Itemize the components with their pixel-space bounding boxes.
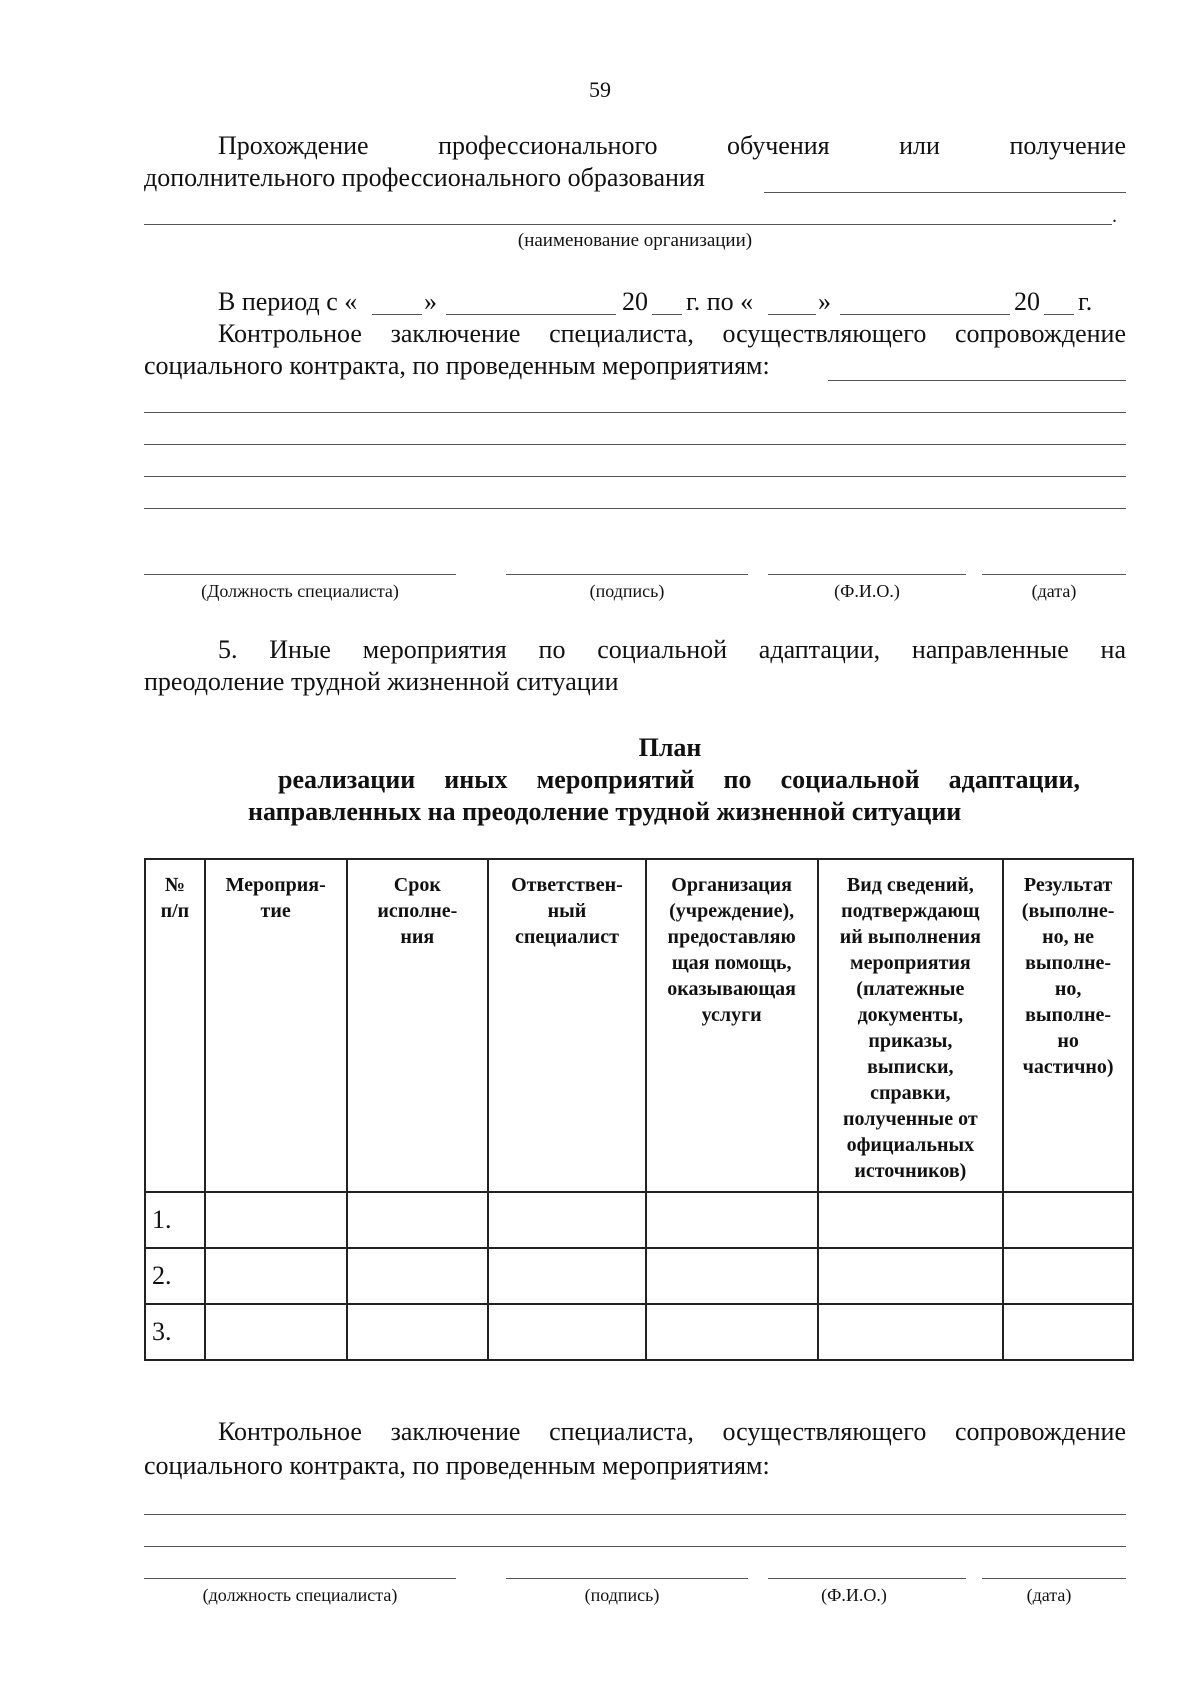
col-header-number: № п/п [145, 859, 205, 1192]
col-header-organization: Организация (учреждение), предоставляю щая помощь, оказывающая услуги [646, 859, 818, 1192]
table-cell[interactable] [1003, 1192, 1133, 1248]
row-number: 1. [145, 1192, 205, 1248]
table-cell[interactable] [488, 1192, 646, 1248]
signature-2-signature-caption: (подпись) [584, 1585, 660, 1605]
conclusion-1-line-1: Контрольное заключение специалиста, осуществляющего сопровождение [218, 319, 1126, 348]
conclusion-1-line[interactable] [144, 476, 1126, 477]
organization-blank[interactable] [764, 192, 1126, 193]
row-number: 2. [145, 1248, 205, 1304]
signature-2-signature-line[interactable] [506, 1578, 748, 1579]
period-year-to[interactable] [1044, 314, 1074, 315]
period-year-prefix: 20 [622, 287, 648, 316]
period-day-to[interactable] [768, 314, 816, 315]
signature-1-date-caption: (дата) [1031, 581, 1077, 601]
signature-1-signature-caption: (подпись) [589, 581, 665, 601]
conclusion-1-line[interactable] [144, 412, 1126, 413]
table-cell[interactable] [347, 1248, 489, 1304]
period-by: г. по « [686, 287, 754, 316]
table-cell[interactable] [488, 1248, 646, 1304]
page-number: 59 [589, 77, 611, 102]
row-number: 3. [145, 1304, 205, 1360]
table-header-row [145, 859, 1133, 1192]
period-quote: » [424, 287, 437, 316]
item-5-line-1: 5. Иные мероприятия по социальной адаптации, направленные на [218, 635, 1126, 664]
table-cell[interactable] [205, 1248, 347, 1304]
organization-caption: (наименование организации) [517, 230, 753, 251]
table-cell[interactable] [818, 1304, 1004, 1360]
table-cell[interactable] [205, 1192, 347, 1248]
col-header-result: Результат (выполне- но, не выполне- но, выполне- но частично) [1003, 859, 1133, 1192]
conclusion-2-line-2: социального контракта, по проведенным мероприятиям: [144, 1451, 770, 1480]
conclusion-1-line[interactable] [144, 444, 1126, 445]
period-quote-2: » [818, 287, 831, 316]
period-prefix: В период с « [218, 287, 358, 316]
period-end: г. [1078, 287, 1093, 316]
signature-1-name-caption: (Ф.И.О.) [834, 581, 900, 601]
signature-2-name-caption: (Ф.И.О.) [821, 1585, 887, 1605]
training-word: профессионального [438, 131, 658, 160]
signature-1-position-caption: (Должность специалиста) [201, 581, 399, 601]
table-cell[interactable] [646, 1304, 818, 1360]
plan-table [144, 858, 1134, 1361]
signature-2-date-caption: (дата) [1026, 1585, 1072, 1605]
col-header-activity: Мероприя- тие [205, 859, 347, 1192]
col-header-deadline: Срок исполне- ния [347, 859, 489, 1192]
table-cell[interactable] [818, 1248, 1004, 1304]
signature-2-position-caption: (должность специалиста) [202, 1585, 398, 1605]
period-month-from[interactable] [446, 314, 616, 315]
training-word: Прохождение [218, 131, 369, 160]
signature-2-name-line[interactable] [768, 1578, 966, 1579]
period-day-from[interactable] [372, 314, 422, 315]
table-cell[interactable] [1003, 1248, 1133, 1304]
conclusion-1-line[interactable] [144, 508, 1126, 509]
table-cell[interactable] [646, 1192, 818, 1248]
training-line-1 [218, 130, 1126, 162]
training-word: или [899, 131, 940, 160]
period-month-to[interactable] [840, 314, 1010, 315]
table-cell[interactable] [488, 1304, 646, 1360]
period-year-from[interactable] [652, 314, 682, 315]
table-row [145, 1192, 1133, 1248]
organization-blank-line[interactable] [144, 224, 1112, 225]
signature-1-signature-line[interactable] [506, 574, 748, 575]
col-header-evidence: Вид сведений, подтверждающ ий выполнения мероприятия (платежные документы, приказы, выписки, справки, полученные от официальных источников) [818, 859, 1004, 1192]
table-cell[interactable] [818, 1192, 1004, 1248]
signature-1-position-line[interactable] [144, 574, 456, 575]
signature-1-date-line[interactable] [982, 574, 1126, 575]
table-cell[interactable] [347, 1304, 489, 1360]
plan-subtitle-2: направленных на преодоление трудной жизненной ситуации [248, 797, 962, 826]
dot: . [1112, 205, 1117, 227]
plan-subtitle-1: реализации иных мероприятий по социальной адаптации, [278, 765, 1080, 794]
table-cell[interactable] [646, 1248, 818, 1304]
training-word: получение [1009, 131, 1126, 160]
signature-2-position-line[interactable] [144, 1578, 456, 1579]
item-5-line-2: преодоление трудной жизненной ситуации [144, 667, 619, 696]
table-cell[interactable] [205, 1304, 347, 1360]
plan-title: План [638, 733, 702, 762]
conclusion-2-line[interactable] [144, 1514, 1126, 1515]
conclusion-1-blank[interactable] [828, 380, 1126, 381]
training-line-2: дополнительного профессионального образования [144, 163, 705, 192]
conclusion-1-line-2: социального контракта, по проведенным мероприятиям: [144, 351, 770, 380]
signature-2-date-line[interactable] [982, 1578, 1126, 1579]
training-word: обучения [726, 131, 830, 160]
table-row [145, 1248, 1133, 1304]
period-year-prefix-2: 20 [1014, 287, 1040, 316]
table-cell[interactable] [347, 1192, 489, 1248]
conclusion-2-line[interactable] [144, 1546, 1126, 1547]
table-cell[interactable] [1003, 1304, 1133, 1360]
table-row [145, 1304, 1133, 1360]
col-header-responsible: Ответствен- ный специалист [488, 859, 646, 1192]
signature-1-name-line[interactable] [768, 574, 966, 575]
conclusion-2-line-1: Контрольное заключение специалиста, осуществляющего сопровождение [218, 1417, 1126, 1446]
